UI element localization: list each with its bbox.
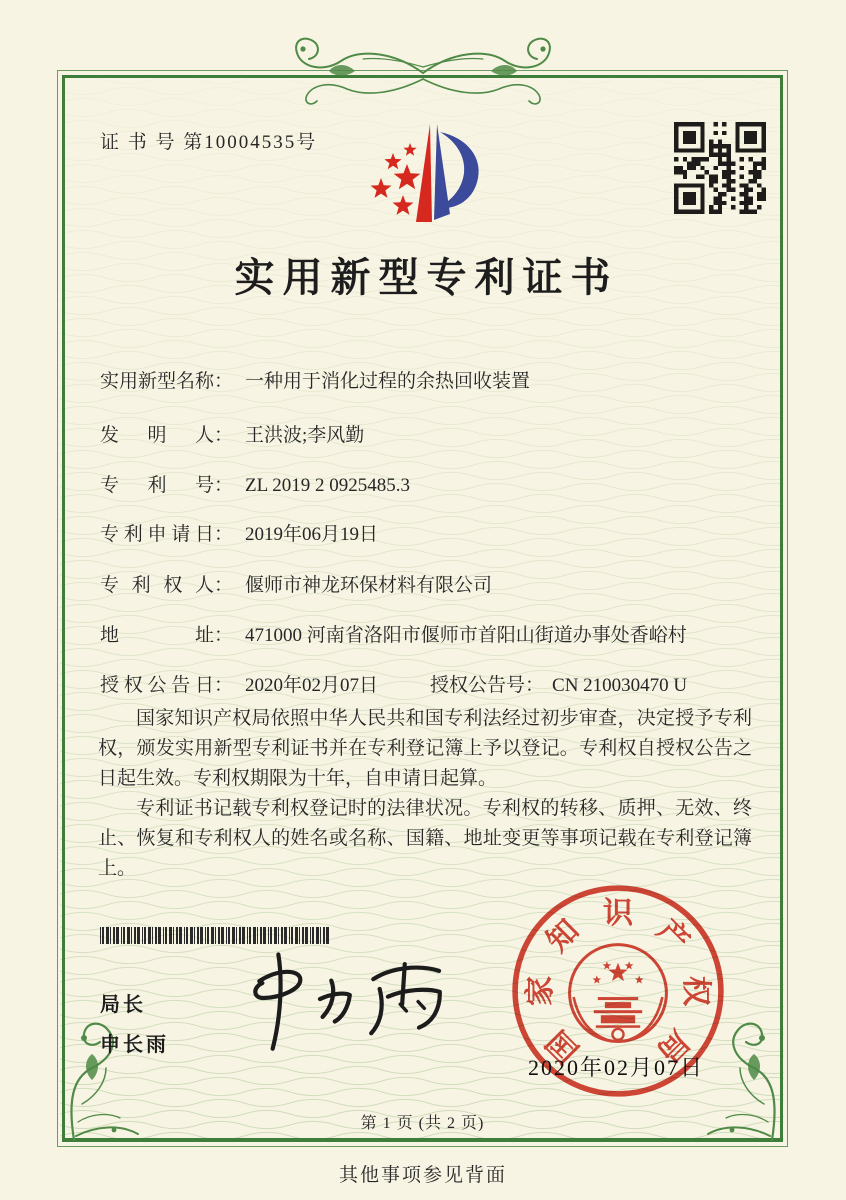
colon: ： xyxy=(214,425,234,446)
field-value: ZL 2019 2 0925485.3 xyxy=(245,475,411,496)
field-value: CN 210030470 U xyxy=(552,675,688,696)
field-value: 471000 河南省洛阳市偃师市首阳山街道办事处香峪村 xyxy=(245,625,687,646)
field-value: 王洪波;李风勤 xyxy=(245,425,365,446)
colon: ： xyxy=(214,371,234,392)
qr-code xyxy=(674,122,766,214)
page-indicator: 第 1 页 (共 2 页) xyxy=(360,1115,485,1132)
field-label: 授权公告日 xyxy=(100,675,214,696)
legal-paragraph-1: 国家知识产权局依照中华人民共和国专利法经过初步审查，决定授予专利权，颁发实用新型专利证书并在专利登记簿上予以登记。专利权自授权公告之日起生效。专利权期限为十年，自申请日起算。 xyxy=(98,708,752,789)
colon: ： xyxy=(214,524,234,545)
legal-paragraph-2: 专利证书记载专利权登记时的法律状况。专利权的转移、质押、无效、终止、恢复和专利权人的姓名或名称、国籍、地址变更等事项记载在专利登记簿上。 xyxy=(98,798,752,879)
field-row-invention-name xyxy=(100,366,530,393)
colon: ： xyxy=(214,475,234,496)
field-label: 专利申请日 xyxy=(100,524,214,545)
svg-text:知: 知 xyxy=(540,913,586,959)
field-value: 偃师市神龙环保材料有限公司 xyxy=(245,575,493,596)
emblem-gate xyxy=(594,997,642,1028)
svg-text:产: 产 xyxy=(650,913,696,959)
svg-text:家: 家 xyxy=(523,975,557,1007)
seal-text xyxy=(523,896,713,1069)
field-row-filing-date xyxy=(100,519,378,546)
colon: ： xyxy=(214,625,234,646)
field-value: 2020年02月07日 xyxy=(245,675,379,696)
field-row-patent-no xyxy=(100,470,410,497)
officer-title: 局长 xyxy=(100,994,146,1016)
svg-text:局: 局 xyxy=(650,1023,696,1069)
field-label: 专利权人 xyxy=(100,575,214,596)
field-row-inventor xyxy=(100,420,364,447)
back-side-note: 其他事项参见背面 xyxy=(338,1165,507,1186)
field-label: 发明人 xyxy=(100,425,214,446)
field-label: 专利号 xyxy=(100,475,214,496)
seal-date: 2020年02月07日 xyxy=(528,1055,705,1080)
colon: ： xyxy=(214,675,234,696)
certificate-number: 证 书 号 第10004535号 xyxy=(100,132,318,153)
logo-stars xyxy=(371,143,421,215)
field-value: 一种用于消化过程的余热回收装置 xyxy=(245,371,531,392)
national-emblem xyxy=(570,945,667,1042)
svg-text:权: 权 xyxy=(679,975,713,1007)
cnipa-logo xyxy=(352,110,502,236)
field-row-grant xyxy=(100,670,688,697)
colon: ： xyxy=(214,575,234,596)
field-label: 实用新型名称 xyxy=(100,371,215,392)
field-value: 2019年06月19日 xyxy=(245,524,379,545)
field-label: 授权公告号 xyxy=(430,675,526,696)
top-flourish-ornament xyxy=(263,33,583,107)
logo-red-wedge xyxy=(416,124,432,222)
field-pair-grant-number xyxy=(430,670,687,697)
field-row-address xyxy=(100,620,687,647)
legal-text xyxy=(98,704,752,884)
field-row-patentee xyxy=(100,570,492,597)
svg-text:识: 识 xyxy=(602,896,634,930)
field-label: 地址 xyxy=(100,625,214,646)
director-signature xyxy=(220,942,479,1059)
barcode xyxy=(100,926,332,946)
svg-text:国: 国 xyxy=(540,1023,586,1069)
certificate-title: 实用新型专利证书 xyxy=(234,255,619,300)
colon: ： xyxy=(525,675,545,696)
officer-name: 申长雨 xyxy=(100,1034,169,1056)
